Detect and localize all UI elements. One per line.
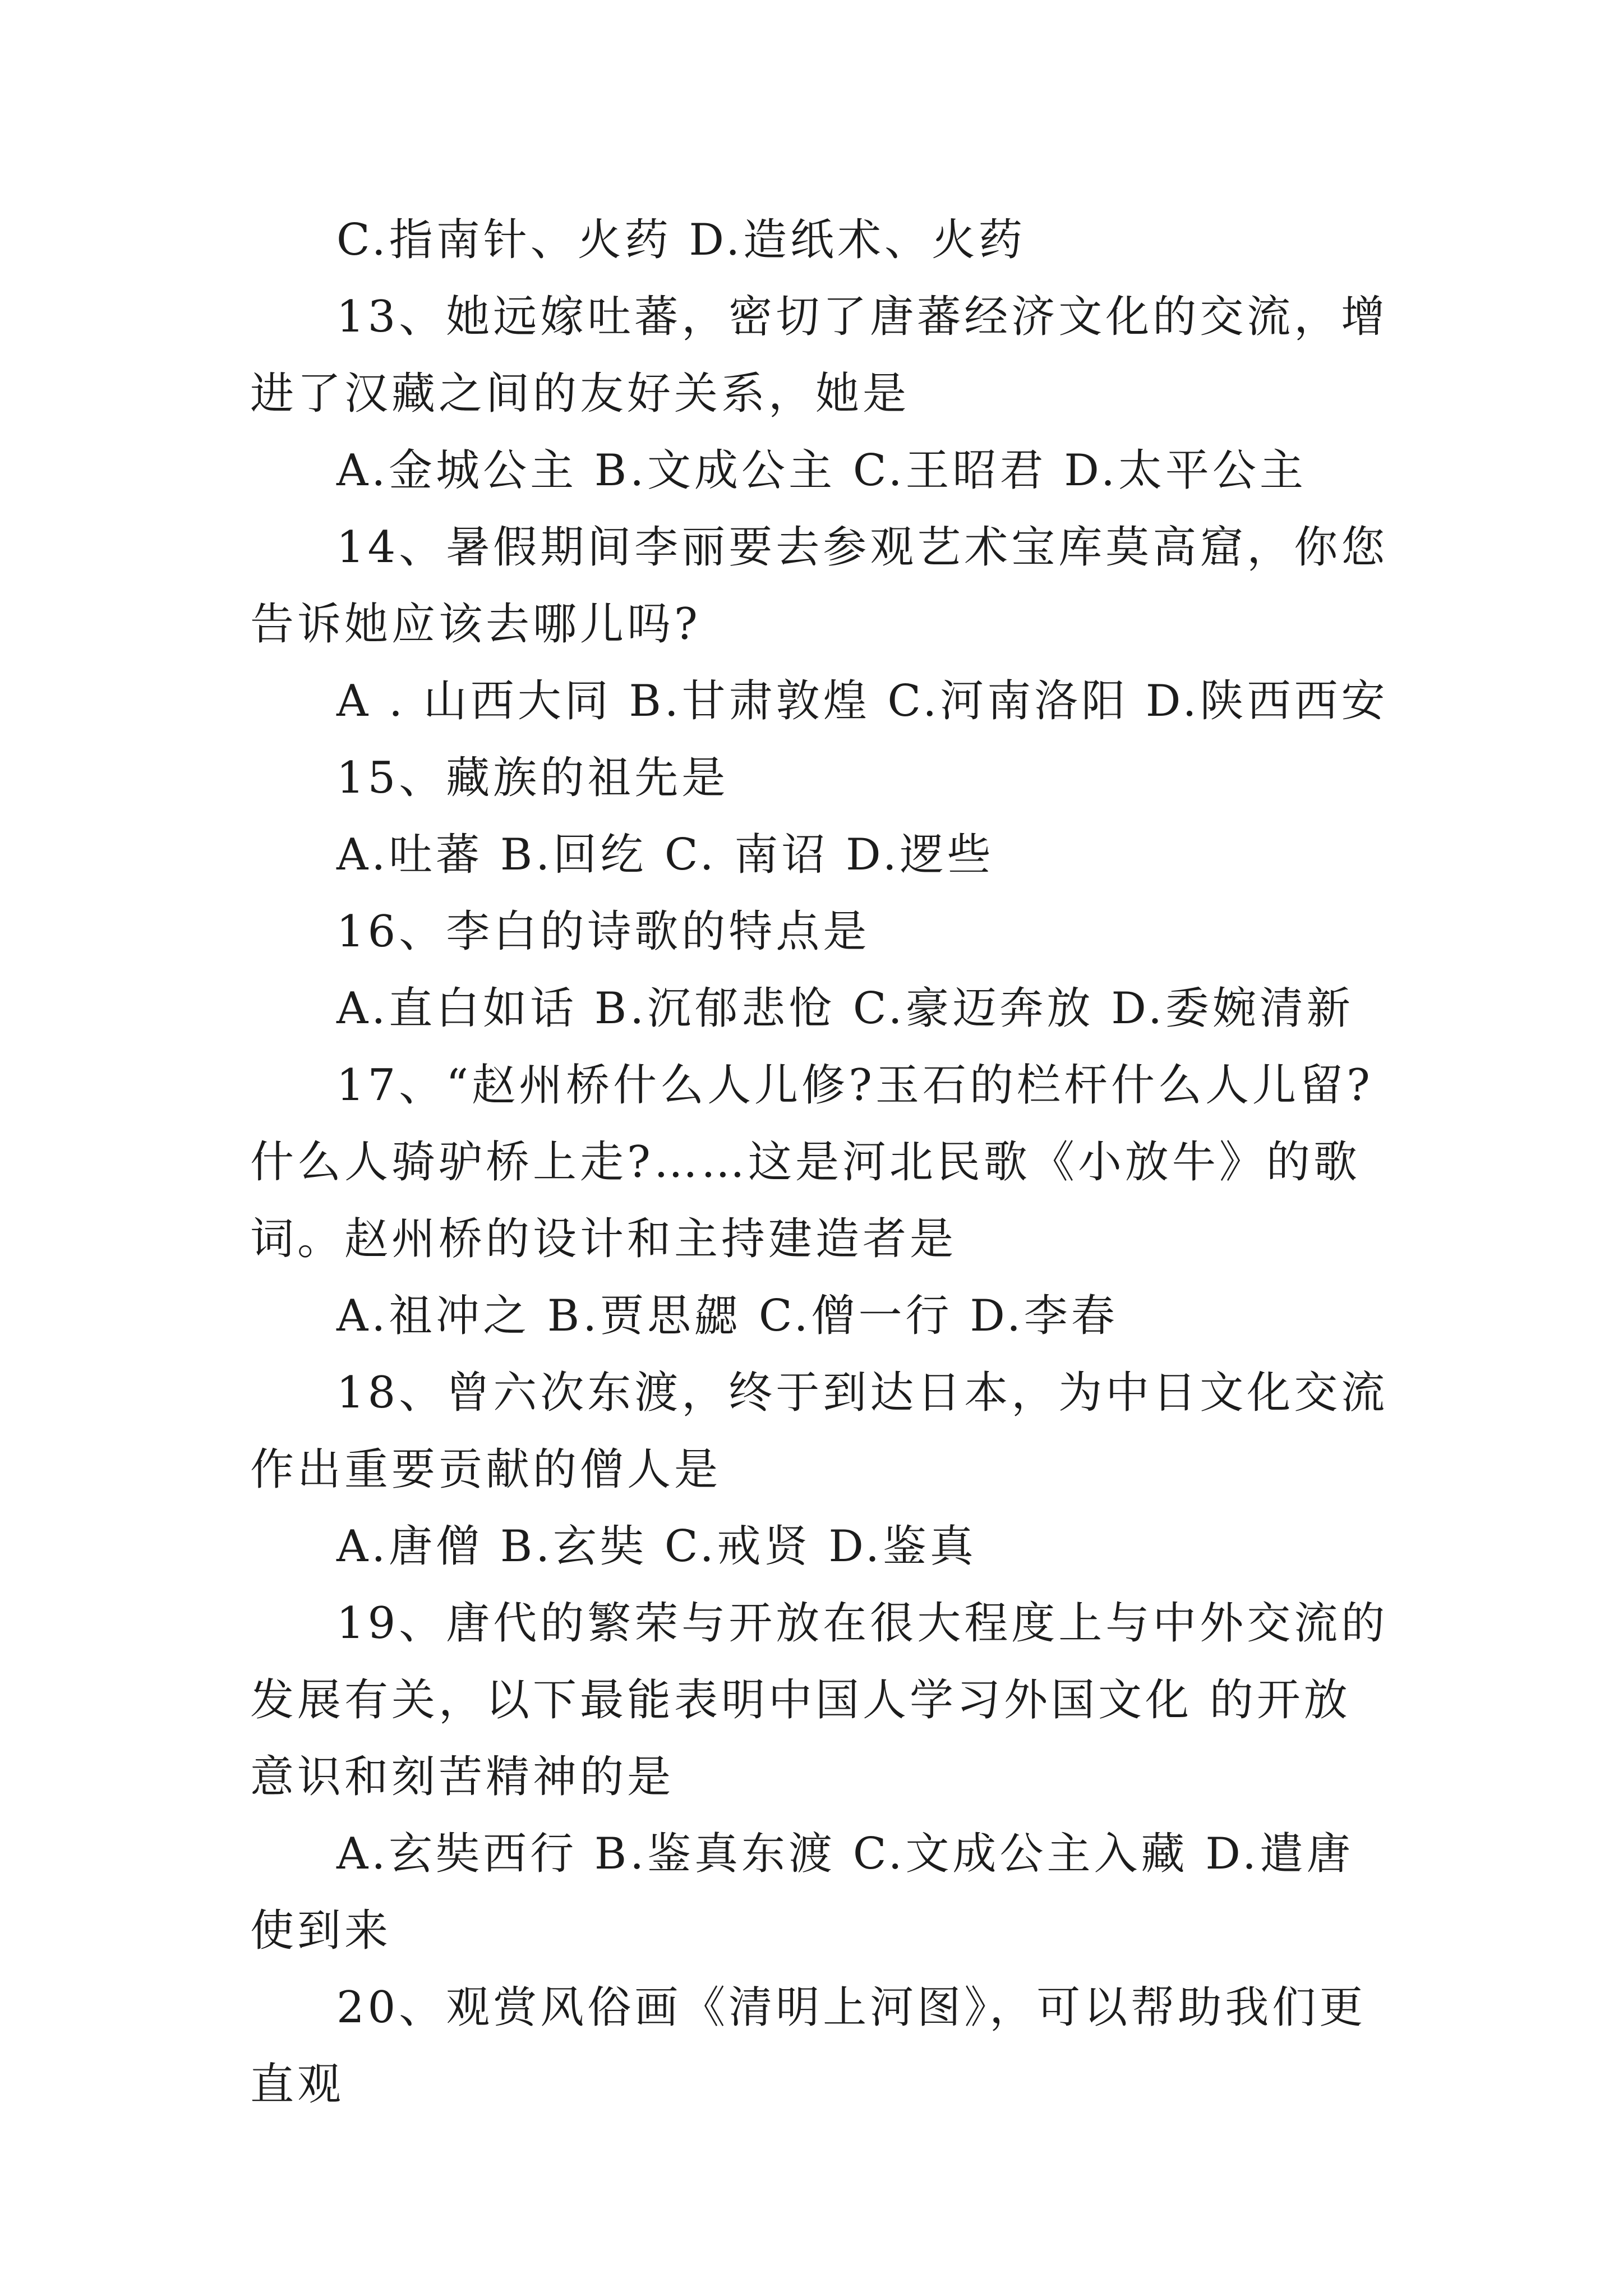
options-line-wrapped: A.玄奘西行 B.鉴真东渡 C.文成公主入藏 D.遣唐使到来 (250, 1829, 1354, 1956)
question-13: 13、她远嫁吐蕃，密切了唐蕃经济文化的交流，增进了汉藏之间的友好关系，她是 (250, 292, 1389, 419)
question-14: 14、暑假期间李丽要去参观艺术宝库莫高窟，你您告诉她应该去哪儿吗? (250, 522, 1389, 650)
options-line: C.指南针、火药 D.造纸术、火药 (336, 215, 1026, 265)
question-16: 16、李白的诗歌的特点是 (336, 907, 870, 957)
options-line: A.吐蕃 B.回纥 C. 南诏 D.逻些 (336, 830, 994, 880)
question-15: 15、藏族的祖先是 (336, 753, 729, 803)
question-19: 19、唐代的繁荣与开放在很大程度上与中外交流的发展有关，以下最能表明中国人学习外国文化 的开放意识和刻苦精神的是 (250, 1598, 1389, 1802)
question-17: 17、“赵州桥什么人儿修?玉石的栏杆什么人儿留?什么人骑驴桥上走?……这是河北民歌《小放牛》的歌词。赵州桥的设计和主持建造者是 (250, 1060, 1373, 1264)
question-18: 18、曾六次东渡，终于到达日本，为中日文化交流作出重要贡献的僧人是 (250, 1368, 1389, 1495)
question-20: 20、观赏风俗画《清明上河图》，可以帮助我们更直观 (250, 1982, 1367, 2110)
document-body (250, 202, 1389, 2123)
options-line: A . 山西大同 B.甘肃敦煌 C.河南洛阳 D.陕西西安 (336, 676, 1389, 726)
options-line: A.金城公主 B.文成公主 C.王昭君 D.太平公主 (336, 445, 1307, 496)
options-line: A.祖冲之 B.贾思勰 C.僧一行 D.李春 (336, 1291, 1118, 1341)
options-line: A.唐僧 B.玄奘 C.戒贤 D.鉴真 (336, 1521, 977, 1572)
options-line: A.直白如话 B.沉郁悲怆 C.豪迈奔放 D.委婉清新 (336, 983, 1354, 1034)
